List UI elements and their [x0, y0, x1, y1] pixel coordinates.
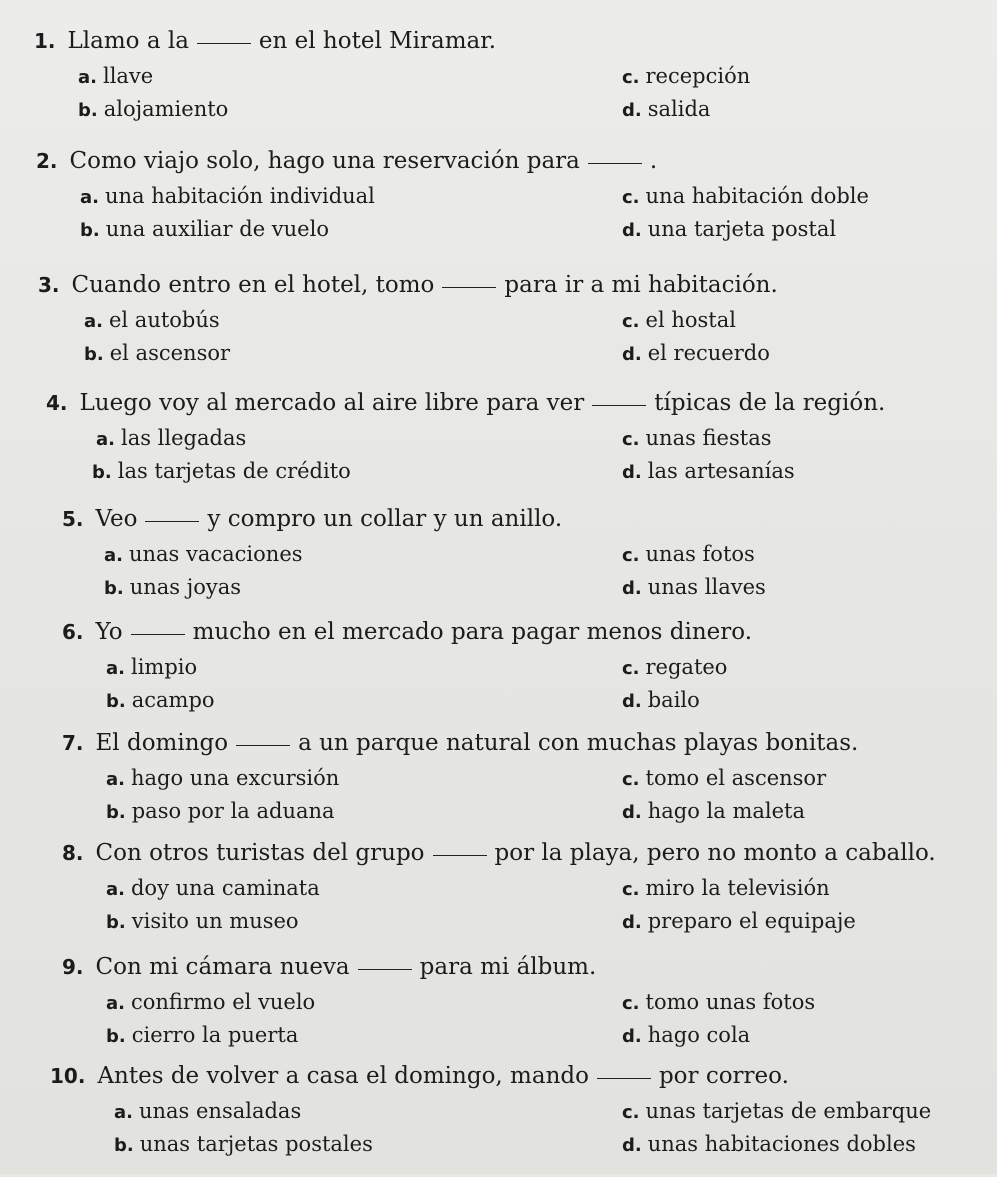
question-3-stem	[38, 271, 778, 299]
option-letter: d.	[622, 802, 642, 823]
option-c	[622, 307, 736, 335]
option-letter: b.	[106, 691, 126, 712]
option-letter: d.	[622, 912, 642, 933]
option-text: hago cola	[647, 1023, 751, 1047]
question-3	[0, 271, 997, 386]
option-d	[622, 216, 836, 244]
option-letter: c.	[622, 311, 640, 332]
option-text: alojamiento	[103, 97, 229, 121]
option-letter: b.	[114, 1135, 134, 1156]
answer-blank	[145, 521, 199, 522]
question-text-before: Antes de volver a casa el domingo, mando	[97, 1063, 589, 1089]
option-d	[622, 458, 795, 486]
option-letter: a.	[114, 1102, 133, 1123]
option-text: preparo el equipaje	[647, 909, 856, 933]
option-letter: a.	[106, 769, 125, 790]
option-d	[622, 908, 856, 936]
option-letter: b.	[84, 344, 104, 365]
option-d	[622, 340, 770, 368]
question-5	[0, 505, 997, 620]
option-text: doy una caminata	[130, 876, 320, 900]
answer-blank	[597, 1078, 651, 1079]
answer-blank	[433, 855, 487, 856]
option-letter: b.	[78, 100, 98, 121]
question-text-before: Yo	[95, 619, 123, 645]
option-letter: b.	[106, 912, 126, 933]
question-text-before: Como viajo solo, hago una reservación para	[69, 148, 580, 174]
option-text: bailo	[647, 688, 700, 712]
question-number: 2.	[36, 149, 58, 173]
question-text-before: El domingo	[95, 730, 229, 756]
option-c	[622, 765, 826, 793]
option-letter: a.	[84, 311, 103, 332]
question-9-stem	[62, 953, 596, 981]
option-text: una tarjeta postal	[647, 217, 837, 241]
option-text: limpio	[130, 655, 198, 679]
option-d	[622, 574, 766, 602]
option-text: unas tarjetas postales	[139, 1132, 373, 1156]
answer-blank	[588, 163, 642, 164]
question-number: 7.	[62, 731, 84, 755]
question-text-before: Luego voy al mercado al aire libre para ver	[79, 390, 585, 416]
option-text: el autobús	[108, 308, 220, 332]
option-text: paso por la aduana	[131, 799, 335, 823]
option-letter: a.	[104, 545, 123, 566]
question-4	[0, 389, 997, 504]
question-6-stem	[62, 618, 752, 646]
option-text: unas joyas	[129, 575, 242, 599]
option-text: el hostal	[645, 308, 736, 332]
option-letter: c.	[622, 769, 640, 790]
option-letter: d.	[622, 691, 642, 712]
option-letter: a.	[96, 429, 115, 450]
option-a	[106, 875, 320, 903]
option-text: unas ensaladas	[138, 1099, 302, 1123]
option-letter: b.	[106, 802, 126, 823]
option-c	[622, 1098, 931, 1126]
question-number: 5.	[62, 507, 84, 531]
question-9	[0, 953, 997, 1068]
question-text-after: a un parque natural con muchas playas bonitas.	[298, 730, 859, 756]
question-text-before: Con mi cámara nueva	[95, 954, 350, 980]
option-b	[106, 798, 335, 826]
option-text: tomo el ascensor	[645, 766, 827, 790]
option-text: tomo unas fotos	[645, 990, 816, 1014]
question-text-after: típicas de la región.	[654, 390, 886, 416]
option-text: una habitación doble	[645, 184, 869, 208]
option-text: acampo	[131, 688, 215, 712]
question-6	[0, 618, 997, 733]
option-b	[106, 687, 215, 715]
option-text: el recuerdo	[647, 341, 770, 365]
question-text-after: en el hotel Miramar.	[258, 28, 497, 54]
option-text: miro la televisión	[645, 876, 830, 900]
option-text: una habitación individual	[104, 184, 375, 208]
option-b	[92, 458, 351, 486]
option-text: unas fiestas	[645, 426, 772, 450]
question-10-stem	[50, 1062, 789, 1090]
answer-blank	[236, 745, 290, 746]
question-number: 9.	[62, 955, 84, 979]
option-c	[622, 183, 869, 211]
option-c	[622, 875, 830, 903]
question-text-before: Cuando entro en el hotel, tomo	[71, 272, 435, 298]
option-a	[114, 1098, 301, 1126]
option-text: confirmo el vuelo	[130, 990, 316, 1014]
option-letter: b.	[106, 1026, 126, 1047]
option-d	[622, 687, 700, 715]
option-text: unas habitaciones dobles	[647, 1132, 916, 1156]
option-a	[84, 307, 220, 335]
option-text: unas fotos	[645, 542, 755, 566]
option-text: hago una excursión	[130, 766, 340, 790]
option-a	[96, 425, 246, 453]
question-text-before: Con otros turistas del grupo	[95, 840, 425, 866]
option-a	[106, 765, 339, 793]
question-number: 1.	[34, 29, 56, 53]
question-text-after: por correo.	[658, 1063, 789, 1089]
option-c	[622, 425, 772, 453]
option-letter: b.	[104, 578, 124, 599]
option-b	[106, 1022, 298, 1050]
option-text: una auxiliar de vuelo	[105, 217, 329, 241]
option-text: el ascensor	[109, 341, 231, 365]
option-text: regateo	[645, 655, 728, 679]
option-letter: c.	[622, 187, 640, 208]
question-number: 4.	[46, 391, 68, 415]
question-text-after: mucho en el mercado para pagar menos dinero.	[192, 619, 753, 645]
option-letter: c.	[622, 1102, 640, 1123]
answer-blank	[592, 405, 646, 406]
option-letter: d.	[622, 100, 642, 121]
question-text-before: Veo	[95, 506, 138, 532]
option-text: las artesanías	[647, 459, 795, 483]
question-number: 3.	[38, 273, 60, 297]
option-letter: d.	[622, 578, 642, 599]
question-5-stem	[62, 505, 562, 533]
option-letter: a.	[106, 879, 125, 900]
answer-blank	[358, 969, 412, 970]
option-text: visito un museo	[131, 909, 299, 933]
option-letter: c.	[622, 879, 640, 900]
option-d	[622, 96, 710, 124]
option-letter: c.	[622, 658, 640, 679]
option-b	[84, 340, 230, 368]
question-1	[0, 27, 997, 142]
option-text: cierro la puerta	[131, 1023, 299, 1047]
option-b	[104, 574, 241, 602]
question-10	[0, 1062, 997, 1177]
option-text: unas tarjetas de embarque	[645, 1099, 932, 1123]
question-text-after: por la playa, pero no monto a caballo.	[494, 840, 936, 866]
option-letter: a.	[106, 658, 125, 679]
option-letter: a.	[78, 67, 97, 88]
option-letter: c.	[622, 429, 640, 450]
option-text: salida	[647, 97, 711, 121]
question-text-before: Llamo a la	[67, 28, 189, 54]
option-c	[622, 63, 750, 91]
option-letter: d.	[622, 344, 642, 365]
option-letter: c.	[622, 67, 640, 88]
option-a	[78, 63, 153, 91]
answer-blank	[197, 43, 251, 44]
question-7	[0, 729, 997, 844]
question-number: 6.	[62, 620, 84, 644]
option-letter: a.	[106, 993, 125, 1014]
option-text: recepción	[645, 64, 751, 88]
option-d	[622, 1131, 916, 1159]
question-2	[0, 147, 997, 262]
option-a	[106, 654, 197, 682]
option-letter: b.	[92, 462, 112, 483]
option-a	[104, 541, 303, 569]
answer-blank	[442, 287, 496, 288]
option-letter: b.	[80, 220, 100, 241]
option-b	[114, 1131, 373, 1159]
question-number: 8.	[62, 841, 84, 865]
option-text: hago la maleta	[647, 799, 805, 823]
option-b	[80, 216, 329, 244]
option-text: llave	[102, 64, 154, 88]
question-number: 10.	[50, 1064, 86, 1088]
question-8	[0, 839, 997, 954]
option-letter: d.	[622, 1135, 642, 1156]
question-8-stem	[62, 839, 936, 867]
option-letter: d.	[622, 462, 642, 483]
option-c	[622, 654, 727, 682]
option-b	[106, 908, 299, 936]
option-letter: d.	[622, 1026, 642, 1047]
answer-blank	[131, 634, 185, 635]
option-text: las tarjetas de crédito	[117, 459, 351, 483]
option-a	[106, 989, 315, 1017]
question-text-after: .	[649, 148, 658, 174]
question-1-stem	[34, 27, 496, 55]
option-letter: a.	[80, 187, 99, 208]
option-d	[622, 1022, 750, 1050]
question-text-after: y compro un collar y un anillo.	[207, 506, 563, 532]
option-letter: d.	[622, 220, 642, 241]
option-text: unas llaves	[647, 575, 766, 599]
option-a	[80, 183, 375, 211]
option-text: las llegadas	[120, 426, 247, 450]
option-d	[622, 798, 805, 826]
option-c	[622, 989, 815, 1017]
option-letter: c.	[622, 545, 640, 566]
question-4-stem	[46, 389, 885, 417]
question-7-stem	[62, 729, 858, 757]
question-2-stem	[36, 147, 657, 175]
option-c	[622, 541, 755, 569]
question-text-after: para ir a mi habitación.	[504, 272, 778, 298]
option-b	[78, 96, 228, 124]
option-text: unas vacaciones	[128, 542, 303, 566]
question-text-after: para mi álbum.	[419, 954, 597, 980]
option-letter: c.	[622, 993, 640, 1014]
